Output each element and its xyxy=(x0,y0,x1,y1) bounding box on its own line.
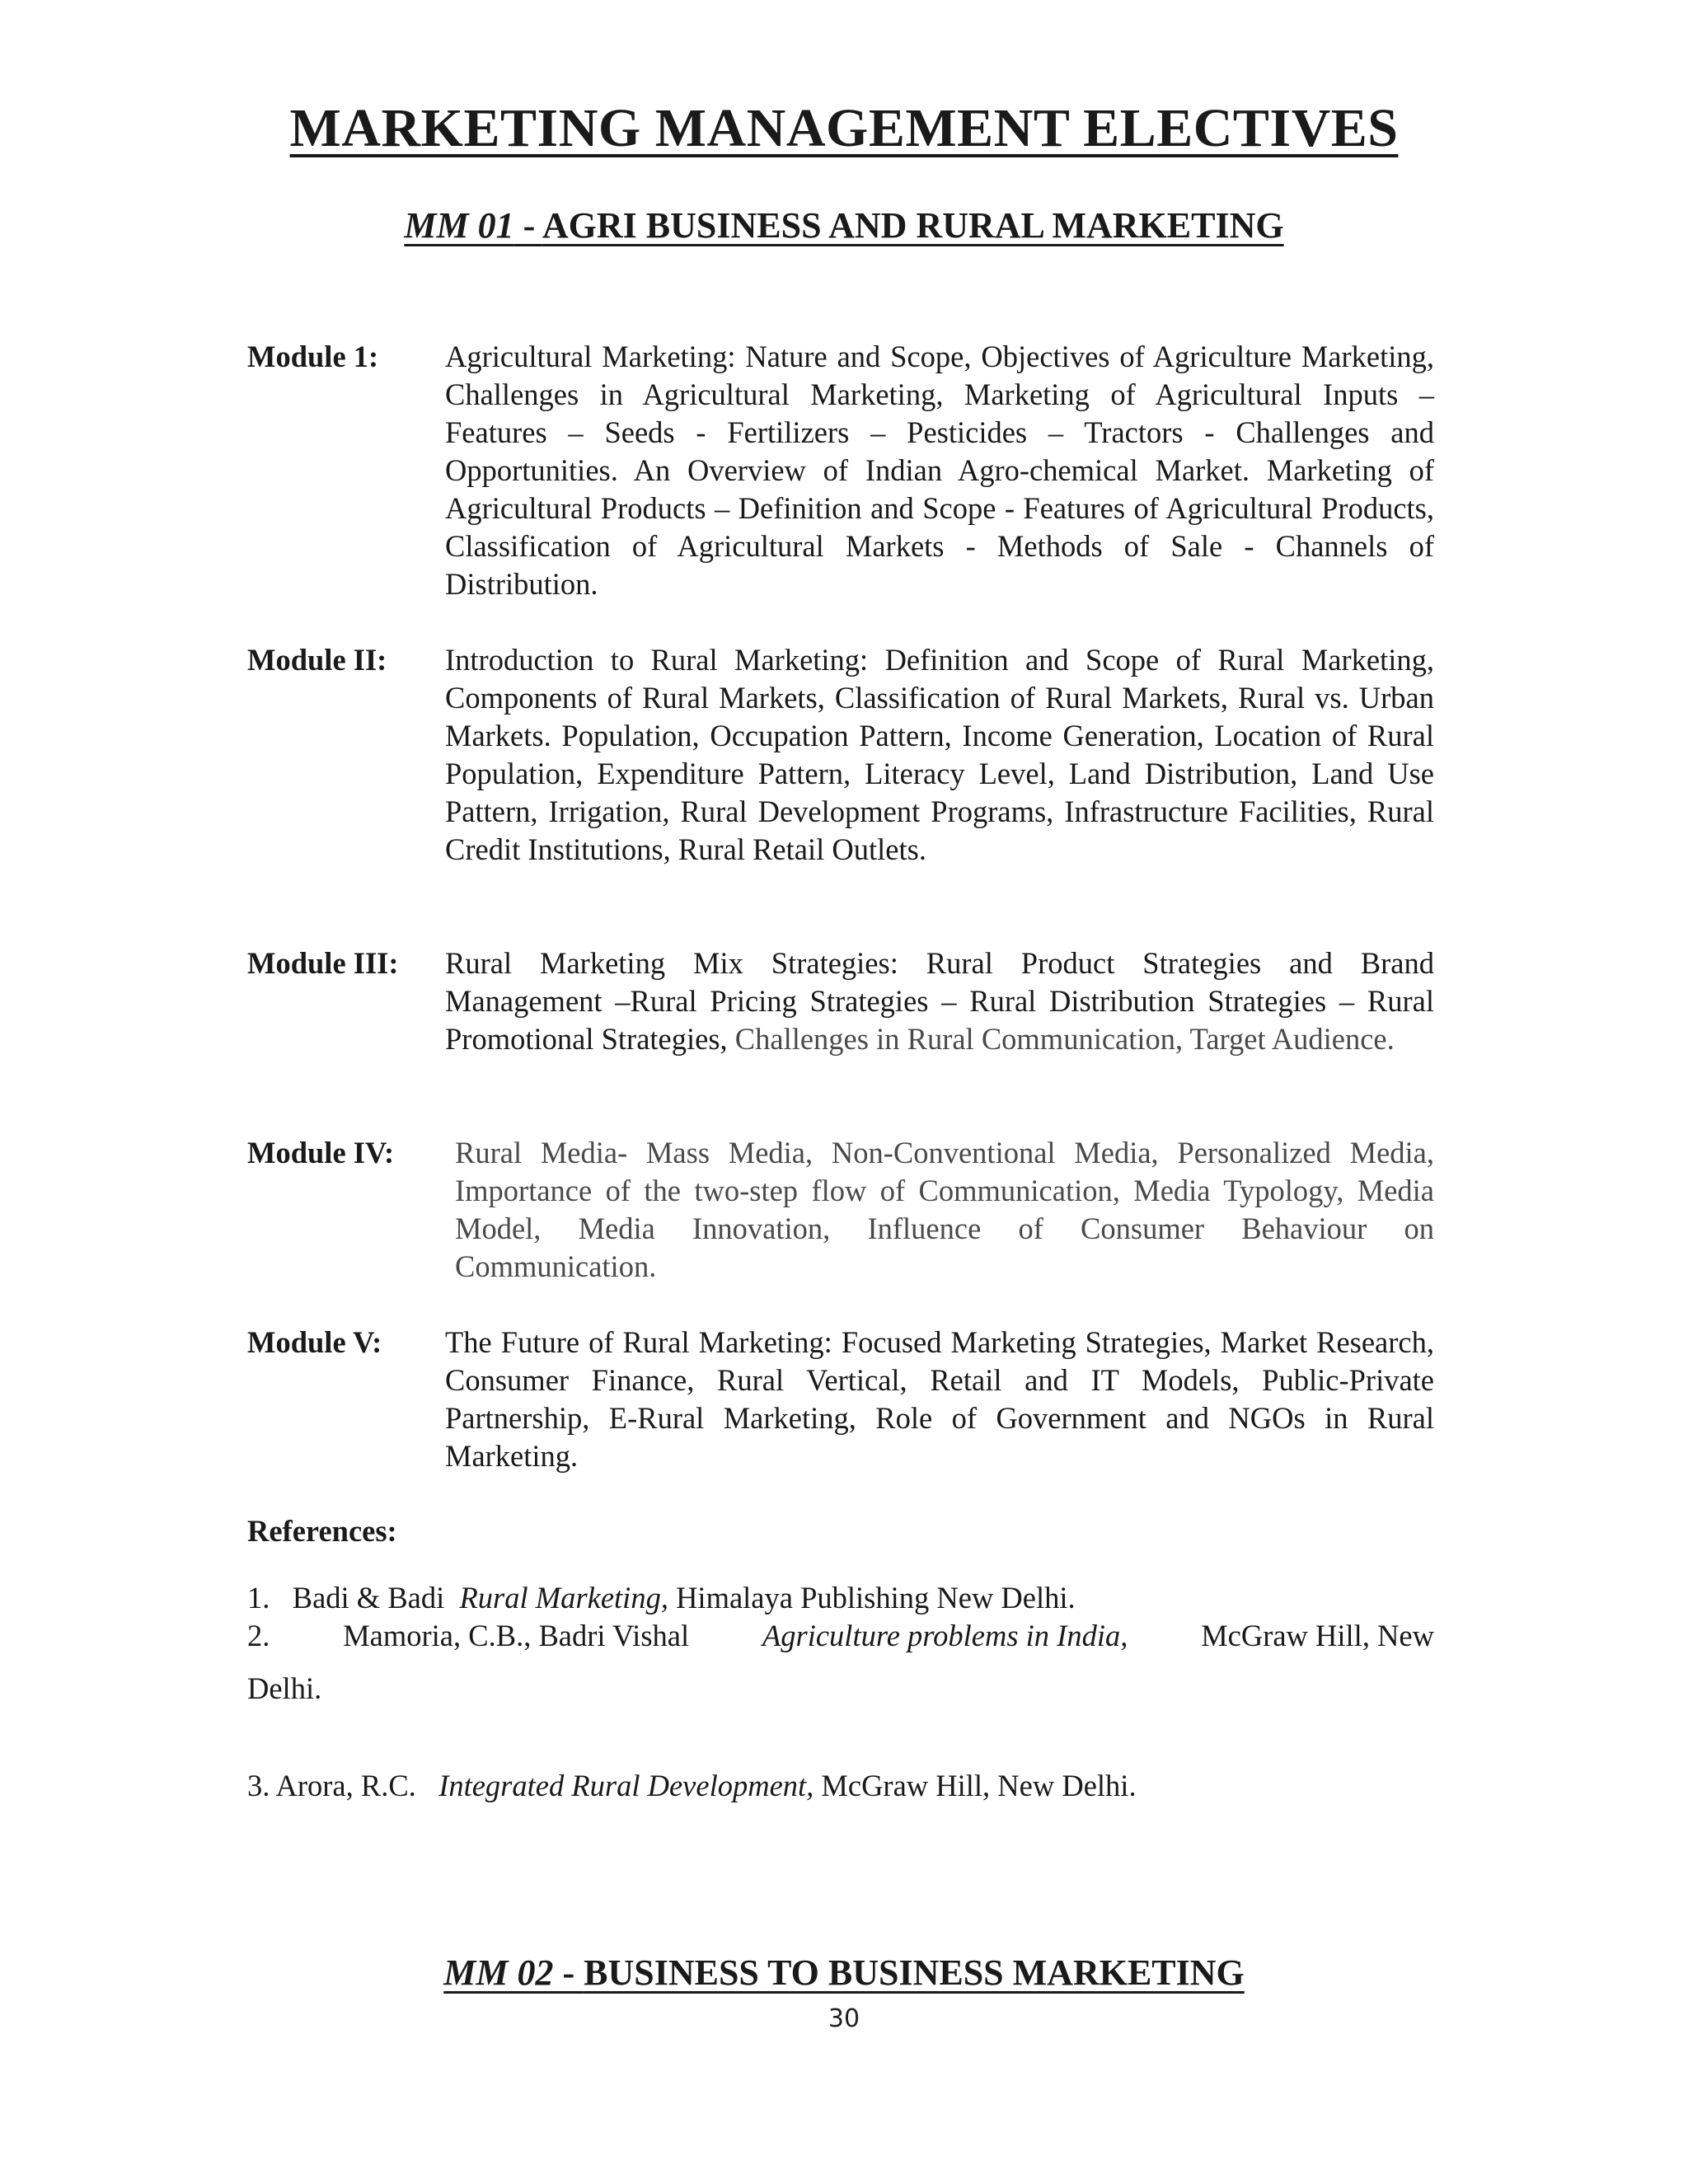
course-title-separator: - xyxy=(513,205,542,246)
reference-number: 2. xyxy=(247,1619,270,1652)
module-description-part: Challenges in Rural Communication, Target Audience. xyxy=(727,1022,1395,1056)
course-name: AGRI BUSINESS AND RURAL MARKETING xyxy=(542,205,1284,246)
reference-publisher: Himalaya Publishing New Delhi. xyxy=(676,1581,1076,1615)
module-label: Module III: xyxy=(247,946,399,980)
reference-title: Rural Marketing, xyxy=(459,1581,668,1615)
course-title-mm01 xyxy=(0,204,1688,246)
page-title: MARKETING MANAGEMENT ELECTIVES xyxy=(289,98,1399,158)
reference-item xyxy=(247,1579,1434,1617)
reference-number: 3. xyxy=(247,1769,270,1802)
module-4 xyxy=(247,1134,1434,1286)
reference-author: Mamoria, C.B., Badri Vishal xyxy=(343,1619,690,1652)
reference-publisher-continued: Delhi. xyxy=(247,1671,322,1705)
module-2 xyxy=(247,641,1434,869)
reference-publisher: McGraw Hill, New Delhi. xyxy=(821,1769,1137,1802)
module-label: Module V: xyxy=(247,1325,382,1359)
course-code: MM 02 xyxy=(443,1952,554,1993)
module-1 xyxy=(247,338,1434,603)
course-name: BUSINESS TO BUSINESS MARKETING xyxy=(584,1952,1245,1993)
module-5 xyxy=(247,1324,1434,1475)
reference-title: Agriculture problems in India, xyxy=(762,1619,1128,1652)
module-description: Introduction to Rural Marketing: Definition and Scope of Rural Marketing, Components of Rural Markets, Classification of Rural Markets, Rural vs. Urban Markets. Population, Occupation Pattern, Income Generation, Location of Rural Population, Expenditure Pattern, Literacy Level, Land Distribution, Land Use Pattern, Irrigation, Rural Development Programs, Infrastructure Facilities, Rural Credit Institutions, Rural Retail Outlets. xyxy=(445,643,1434,866)
module-description-part: Rural Marketing Mix Strategies: Rural Product Strategies and Brand Management –Rural Pricing Strategies – Rural Distribution Strategies – Rural Promotional Strategies, xyxy=(445,946,1434,1056)
module-description xyxy=(445,944,1434,1058)
module-description: Agricultural Marketing: Nature and Scope, Objectives of Agriculture Marketing, Challenges in Agricultural Marketing, Marketing of Agricultural Inputs – Features – Seeds - Fertilizers – Pesticides – Tractors - Challenges and Opportunities. An Overview of Indian Agro-chemical Market. Marketing of Agricultural Products – Definition and Scope - Features of Agricultural Products, Classification of Agricultural Markets - Methods of Sale - Channels of Distribution. xyxy=(445,340,1434,601)
course-title-separator: - xyxy=(553,1952,584,1993)
reference-author: Arora, R.C. xyxy=(275,1769,416,1802)
module-3 xyxy=(247,944,1434,1058)
reference-item xyxy=(247,1767,1434,1805)
module-label: Module 1: xyxy=(247,340,379,373)
page-number: 30 xyxy=(828,2004,860,2033)
reference-title: Integrated Rural Development, xyxy=(438,1769,814,1802)
module-label: Module II: xyxy=(247,643,387,677)
module-description: The Future of Rural Marketing: Focused Marketing Strategies, Market Research, Consumer Finance, Rural Vertical, Retail and IT Models, Public-Private Partnership, E-Rural Marketing, Role of Government and NGOs in Rural Marketing. xyxy=(445,1325,1434,1473)
course-code: MM 01 xyxy=(404,205,514,246)
module-label: Module IV: xyxy=(247,1136,395,1169)
reference-publisher: McGraw Hill, New xyxy=(1201,1619,1434,1652)
module-description: Rural Media- Mass Media, Non-Conventional Media, Personalized Media, Importance of the two-step flow of Communication, Media Typology, Media Model, Media Innovation, Influence of Consumer Behaviour on Communication. xyxy=(455,1136,1434,1283)
references-heading: References: xyxy=(247,1514,397,1548)
reference-item xyxy=(247,1617,1434,1708)
reference-author: Badi & Badi xyxy=(292,1581,445,1615)
reference-number: 1. xyxy=(247,1581,270,1615)
course-title-mm02 xyxy=(0,1952,1688,1994)
